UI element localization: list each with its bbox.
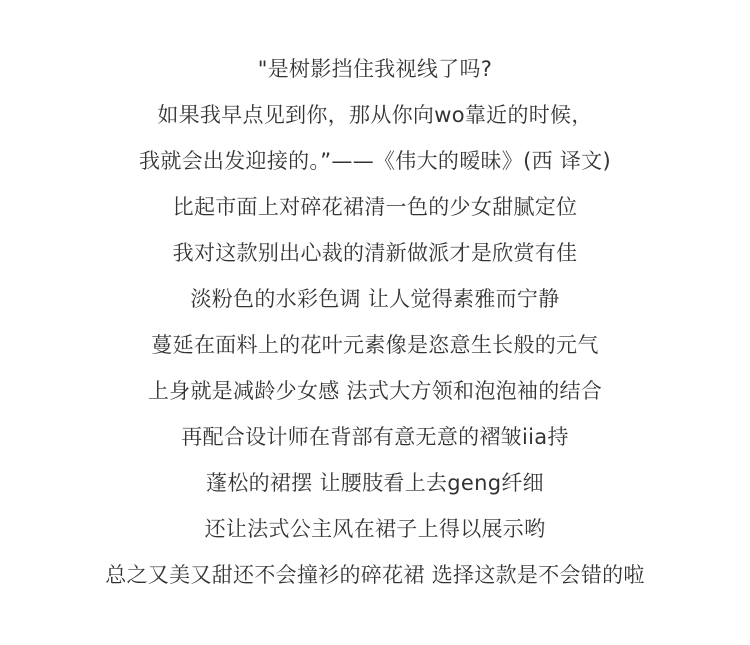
description-text-block (0, 53, 750, 605)
text-line-2: 如果我早点见到你，那从你向wo靠近的时候， (157, 103, 593, 127)
text-line-1: "是树影挡住我视线了吗? (257, 57, 493, 81)
text-line-10: 蓬松的裙摆 让腰肢看上去geng纤细 (206, 471, 544, 495)
text-line-11: 还让法式公主风在裙子上得以展示哟 (204, 517, 546, 541)
text-line-9: 再配合设计师在背部有意无意的褶皱iia持 (181, 425, 569, 449)
text-line-12: 总之又美又甜还不会撞衫的碎花裙 选择这款是不会错的啦 (105, 563, 645, 587)
text-line-6: 淡粉色的水彩色调 让人觉得素雅而宁静 (190, 287, 560, 311)
text-line-7: 蔓延在面料上的花叶元素像是恣意生长般的元气 (151, 333, 599, 357)
text-line-8: 上身就是减龄少女感 法式大方领和泡泡袖的结合 (147, 379, 603, 403)
text-line-5: 我对这款别出心裁的清新做派才是欣赏有佳 (172, 241, 578, 265)
text-line-3: 我就会出发迎接的。”——《伟大的暧昧》(西 译文) (139, 149, 611, 173)
text-line-4: 比起市面上对碎花裙清一色的少女甜腻定位 (172, 195, 578, 219)
